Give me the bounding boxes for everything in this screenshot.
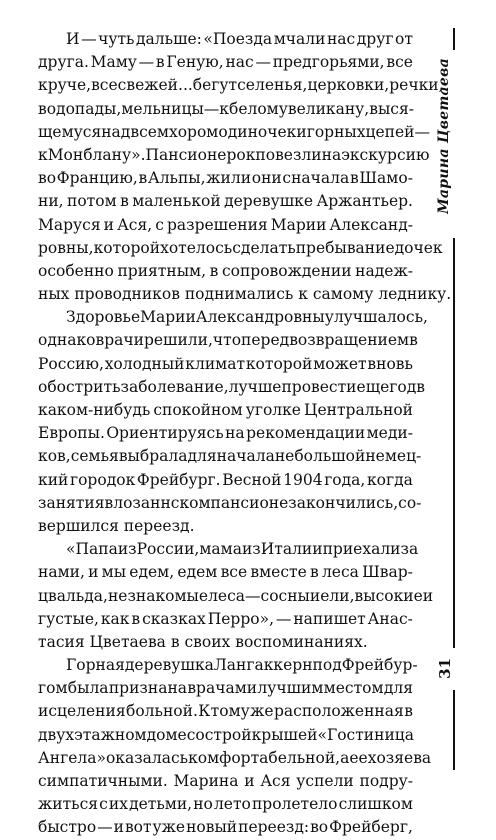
word: густые,: [38, 609, 99, 628]
word: вместе: [250, 563, 307, 582]
word: Весной: [222, 470, 282, 489]
word: России,: [136, 540, 200, 559]
word: «Поезда: [203, 30, 273, 48]
word: же: [250, 702, 274, 721]
word: свежей...: [117, 76, 193, 95]
word: гом: [38, 679, 68, 698]
word: Фрейберг,: [329, 818, 413, 837]
word: едем: [177, 563, 218, 582]
text-line: [38, 585, 434, 608]
word: за: [400, 540, 419, 559]
word: Ориентируясь: [106, 424, 224, 443]
word: леса: [208, 586, 246, 605]
word: круче,: [38, 76, 92, 95]
text-line: [38, 747, 432, 770]
text-line: [38, 770, 413, 793]
word: местом: [323, 679, 384, 698]
text-line: [38, 98, 413, 121]
word: «Папа: [66, 540, 118, 559]
text-line: [38, 631, 413, 654]
word: нами,: [38, 563, 85, 582]
word: речки,: [389, 76, 444, 95]
word: которой: [245, 354, 313, 373]
text-line: [38, 724, 413, 747]
word: к: [38, 145, 48, 164]
word: Пансионерок: [145, 145, 256, 164]
word: дальше:: [136, 30, 202, 48]
word: решили,: [143, 331, 213, 350]
word: напишет: [293, 609, 366, 628]
word: они: [251, 169, 282, 188]
text-line: [38, 51, 413, 74]
word: врачи: [95, 331, 144, 350]
word: а: [340, 748, 350, 767]
running-title: Марина Цветаева: [436, 58, 452, 214]
word: когда: [366, 470, 413, 489]
text-line: [38, 816, 413, 839]
word: Швар-: [362, 563, 413, 582]
word: житься: [38, 795, 99, 814]
word: тому: [210, 702, 250, 721]
word: нас: [326, 30, 356, 48]
word: дочек: [394, 238, 443, 257]
text-line: [38, 214, 413, 237]
text-line: [38, 121, 430, 144]
word: лучшим: [257, 679, 324, 698]
word: холодный: [104, 354, 185, 373]
word: Россию,: [38, 354, 104, 373]
word: Маруся: [38, 215, 101, 234]
word: закончились,: [288, 493, 399, 512]
word: ее: [349, 748, 368, 767]
word: Здоровье: [66, 308, 141, 327]
word: —: [414, 122, 430, 141]
word: бегут: [192, 76, 238, 95]
word: Альпы,: [147, 169, 206, 188]
word: под: [312, 656, 342, 675]
word: белому: [228, 99, 288, 118]
word: как: [100, 609, 130, 628]
word: с: [99, 795, 108, 814]
word: немец-: [365, 447, 422, 466]
text-line: [38, 144, 430, 167]
word: высокие: [354, 586, 423, 605]
word: чуть: [98, 30, 135, 48]
word: в: [138, 169, 148, 188]
line-text: тасия Цветаева в своих воспоминаниях.: [38, 632, 368, 651]
word: 1904: [283, 470, 323, 489]
word: Италии: [260, 540, 323, 559]
word: всем: [130, 122, 169, 141]
word: в: [309, 563, 319, 582]
word: кий: [38, 470, 69, 489]
word: спокойном: [153, 401, 243, 419]
word: в: [409, 331, 418, 350]
word: и: [88, 563, 99, 582]
word: Маму: [90, 53, 137, 72]
text-line: [38, 422, 413, 445]
word: —: [81, 30, 97, 48]
text-line: [38, 654, 418, 677]
word: еще: [356, 377, 390, 396]
word: в: [404, 702, 413, 721]
word: особенно: [38, 261, 114, 280]
text-line: [38, 515, 413, 538]
word: над: [101, 122, 131, 141]
word: Центральной: [303, 401, 413, 419]
word: хотелось: [160, 238, 233, 257]
word: каком-нибудь: [38, 401, 151, 419]
word: лозаннском: [113, 493, 211, 512]
word: Ася: [260, 772, 291, 790]
word: сначала: [282, 169, 350, 188]
word: и: [113, 818, 124, 837]
word: водопады,: [38, 99, 122, 118]
word: экскурсию: [341, 145, 430, 164]
text-line: [38, 237, 443, 260]
text-line: [38, 306, 428, 329]
word: перед: [241, 331, 290, 350]
text-line: [38, 167, 413, 190]
margin-rule-top: [453, 28, 455, 50]
word: разрешения: [166, 215, 268, 234]
word: в: [155, 53, 165, 72]
word: пролетело: [251, 795, 338, 814]
word: их: [108, 795, 128, 814]
word: друг: [356, 30, 394, 48]
word: Перро»,: [207, 609, 274, 628]
word: небольшой: [274, 447, 366, 466]
word: была: [67, 679, 109, 698]
word: успели: [296, 772, 354, 790]
word: великану,: [287, 99, 370, 118]
word: незнакомые: [107, 586, 209, 605]
word: расположенная: [273, 702, 404, 721]
word: щемуся: [38, 122, 102, 141]
word: в: [416, 377, 426, 396]
word: может: [313, 354, 367, 373]
word: —: [245, 586, 261, 605]
word: возвращением: [289, 331, 410, 350]
word: маленькой: [132, 192, 221, 211]
word: лучше: [228, 377, 282, 396]
page-number: 31: [436, 658, 454, 679]
word: Аржантьер.: [316, 192, 413, 211]
word: от: [395, 30, 413, 48]
word: доме: [146, 725, 187, 744]
word: с: [186, 725, 196, 744]
text-line: [38, 283, 452, 306]
word: но: [193, 795, 213, 814]
word: семья: [70, 447, 119, 466]
word: признана: [108, 679, 188, 698]
word: в: [131, 609, 141, 628]
word: селенья,: [237, 76, 308, 95]
word: острой: [195, 725, 252, 744]
word: Монблану».: [47, 145, 146, 164]
word: леса: [321, 563, 359, 582]
word: с: [155, 215, 164, 234]
word: церковки,: [307, 76, 390, 95]
word: выбрала: [118, 447, 188, 466]
margin-rule-bottom: [453, 690, 455, 770]
word: Фрейбург.: [136, 470, 221, 489]
text-line: [38, 608, 413, 631]
word: все: [386, 53, 413, 72]
word: едем,: [129, 563, 175, 582]
word: сосны: [260, 586, 310, 605]
word: со-: [398, 493, 422, 512]
word: мы: [101, 563, 127, 582]
word: из: [117, 540, 137, 559]
text-line: [38, 793, 413, 816]
word: пансионе: [210, 493, 289, 512]
word: сопровождении: [221, 261, 352, 280]
word: Ангела»: [38, 748, 106, 767]
word: надеж-: [355, 261, 413, 280]
word: климат: [185, 354, 246, 373]
text-line: [38, 190, 413, 213]
word: —: [203, 99, 220, 118]
text-line: [38, 353, 413, 376]
word: цепей: [365, 122, 415, 141]
word: выся-: [369, 99, 414, 118]
word: хором: [168, 122, 219, 141]
word: мчали: [273, 30, 326, 48]
word: и: [309, 586, 321, 605]
word: Марина: [173, 772, 239, 790]
word: к: [219, 99, 229, 118]
word: переезд:: [238, 818, 310, 837]
word: комфортабельной,: [188, 748, 341, 767]
word: Лангаккерн: [213, 656, 313, 675]
word: К: [198, 702, 211, 721]
text-line: [38, 329, 418, 352]
word: однако: [38, 331, 96, 350]
word: цвальда,: [38, 586, 108, 605]
text-line: [38, 538, 419, 561]
text-line: [38, 74, 444, 97]
word: все: [91, 76, 118, 95]
word: приехали: [322, 540, 401, 559]
word: «Гостиница: [317, 725, 415, 744]
word: крышей: [251, 725, 318, 744]
word: Европы.: [38, 424, 105, 443]
word: Ася,: [117, 215, 153, 234]
word: деревушка: [124, 656, 214, 675]
word: городок: [69, 470, 136, 489]
word: двухэтажном: [38, 725, 147, 744]
text-line: [38, 469, 413, 492]
text-line: [38, 260, 413, 283]
word: —: [275, 609, 292, 628]
word: больной.: [126, 702, 198, 721]
word: вновь: [367, 354, 413, 373]
word: улучшалось,: [324, 308, 428, 327]
word: Марии: [140, 308, 196, 327]
text-line: [38, 677, 413, 700]
word: потом: [67, 192, 117, 211]
text-line: [38, 492, 422, 515]
word: жили: [206, 169, 252, 188]
word: детьми,: [129, 795, 193, 814]
word: повезли: [255, 145, 322, 164]
word: и: [422, 586, 434, 605]
text-line: [38, 28, 413, 51]
word: предгорьями,: [272, 53, 385, 72]
word: мама: [199, 540, 242, 559]
word: ков,: [38, 447, 71, 466]
word: мельницы: [121, 99, 204, 118]
word: ни,: [38, 192, 64, 211]
word: в: [104, 493, 114, 512]
word: хозяева: [367, 748, 432, 767]
text-line: [38, 445, 422, 468]
text-line: [38, 700, 413, 723]
word: пребывание: [295, 238, 395, 257]
word: для: [187, 447, 217, 466]
word: Анас-: [367, 609, 413, 628]
word: —: [255, 53, 271, 72]
word: подру-: [359, 772, 413, 790]
word: —: [138, 53, 155, 72]
word: симпатичными.: [38, 772, 168, 790]
word: —: [97, 818, 113, 837]
text-line: [38, 399, 413, 422]
word: которой: [93, 238, 161, 257]
word: и: [103, 215, 115, 234]
word: меди-: [366, 424, 413, 443]
word: приятным,: [117, 261, 207, 280]
word: Шамо-: [359, 169, 413, 188]
word: вот: [124, 818, 152, 837]
word: Александровны: [195, 308, 325, 327]
text-line: [38, 561, 413, 584]
word: Александ-: [329, 215, 413, 234]
word: в: [209, 261, 219, 280]
word: Францию,: [56, 169, 138, 188]
word: и: [244, 772, 255, 790]
word: друга.: [38, 53, 89, 72]
word: из: [241, 540, 261, 559]
word: врачами: [187, 679, 258, 698]
word: на: [321, 145, 342, 164]
word: на: [225, 424, 245, 443]
word: для: [383, 679, 413, 698]
word: исцеления: [38, 702, 126, 721]
word: одиночек: [218, 122, 297, 141]
word: что: [212, 331, 242, 350]
word: уголке: [245, 401, 301, 419]
word: оказалась: [105, 748, 189, 767]
word: все: [220, 563, 248, 582]
word: сделать: [232, 238, 296, 257]
word: ровны,: [38, 238, 94, 257]
word: нас: [225, 53, 254, 72]
word: обострить: [38, 377, 121, 396]
word: быстро: [38, 818, 97, 837]
text-line: [38, 376, 426, 399]
word: уже: [152, 818, 186, 837]
word: горных: [306, 122, 366, 141]
word: новый: [186, 818, 238, 837]
word: Горная: [66, 656, 125, 675]
word: лето: [213, 795, 251, 814]
word: Марии: [270, 215, 327, 234]
word: сказках: [142, 609, 206, 628]
word: занятия: [38, 493, 105, 512]
word: года,: [324, 470, 366, 489]
word: провести: [281, 377, 357, 396]
word: И: [66, 30, 80, 48]
margin-rule-middle: [453, 238, 455, 648]
word: во: [310, 818, 329, 837]
word: в: [120, 192, 129, 211]
word: год: [389, 377, 417, 396]
word: Геную,: [166, 53, 224, 72]
word: слишком: [338, 795, 413, 814]
word: рекомендации: [246, 424, 366, 443]
word: заболевание,: [120, 377, 229, 396]
word: Фрейбур-: [341, 656, 418, 675]
word: начала: [216, 447, 275, 466]
word: и: [296, 122, 307, 141]
line-text: ных проводников поднимались к самому леднику.: [38, 285, 452, 304]
word: деревушке: [224, 192, 314, 211]
word: ели,: [320, 586, 355, 605]
word: в: [349, 169, 359, 188]
line-text: вершился переезд.: [38, 516, 195, 535]
word: во: [38, 169, 57, 188]
